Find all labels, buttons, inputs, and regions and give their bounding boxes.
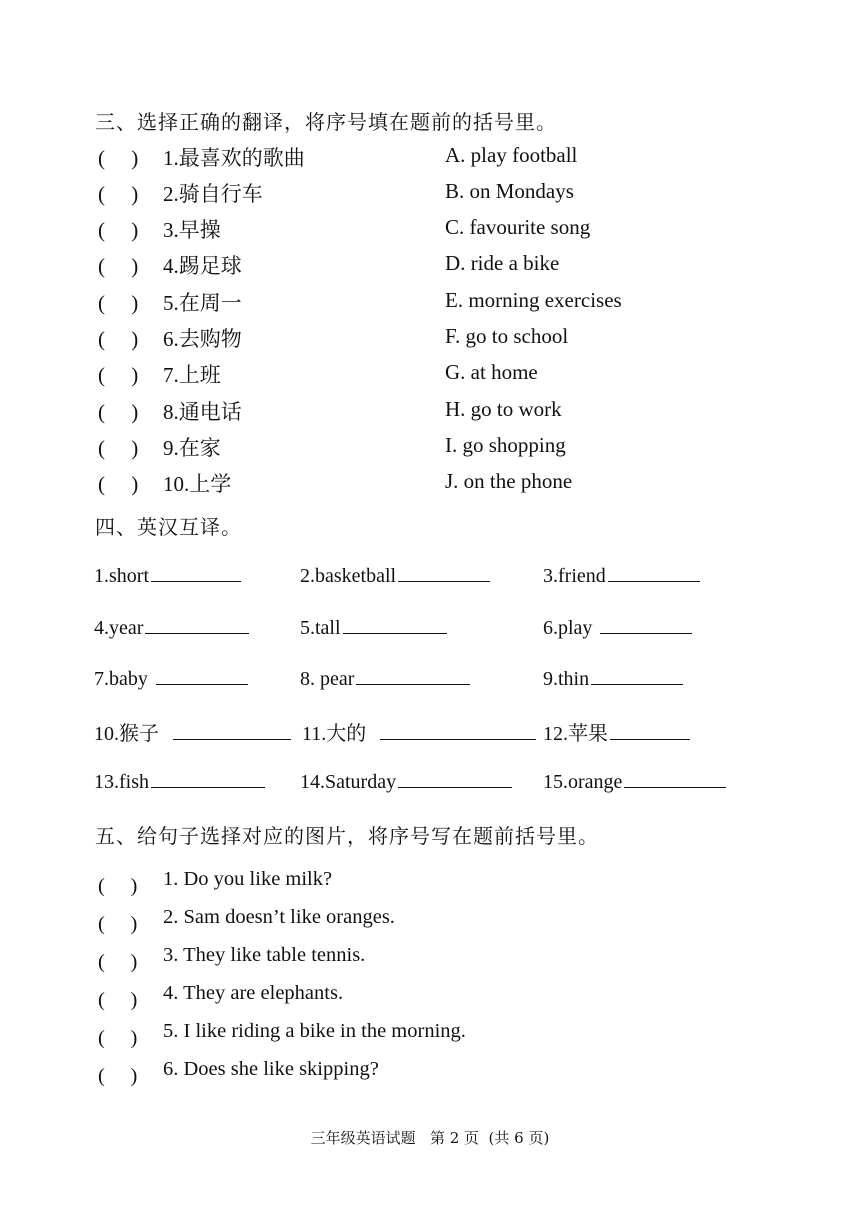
vocab-word: 13.fish xyxy=(94,771,149,793)
answer-paren[interactable]: ( ) xyxy=(98,218,139,242)
answer-blank[interactable] xyxy=(380,721,536,740)
answer-paren[interactable]: ( ) xyxy=(98,436,139,460)
answer-blank[interactable] xyxy=(151,563,241,582)
s3-option: I. go shopping xyxy=(445,433,566,457)
vocab-word: 8. pear xyxy=(300,668,355,690)
s3-option: F. go to school xyxy=(445,324,569,348)
vocab-item xyxy=(300,563,490,588)
vocab-word: 6.play xyxy=(543,617,593,639)
s5-sentence: 3. They like table tennis. xyxy=(163,944,366,966)
s3-item: 3.早操 xyxy=(163,218,221,242)
answer-blank[interactable] xyxy=(151,769,265,788)
vocab-item xyxy=(94,615,249,640)
answer-paren[interactable]: ( ) xyxy=(98,1065,138,1087)
answer-paren[interactable]: ( ) xyxy=(98,472,139,496)
vocab-word: 11.大的 xyxy=(302,723,367,745)
vocab-item xyxy=(543,563,700,588)
answer-paren[interactable]: ( ) xyxy=(98,989,138,1011)
answer-paren[interactable]: ( ) xyxy=(98,1027,138,1049)
answer-blank[interactable] xyxy=(610,721,690,740)
vocab-word: 15.orange xyxy=(543,771,623,793)
answer-blank[interactable] xyxy=(173,721,291,740)
section5-title: 五、给句子选择对应的图片，将序号写在题前括号里。 xyxy=(95,824,599,848)
answer-blank[interactable] xyxy=(398,769,512,788)
vocab-word: 14.Saturday xyxy=(300,771,397,793)
answer-paren[interactable]: ( ) xyxy=(98,291,139,315)
answer-paren[interactable]: ( ) xyxy=(98,400,139,424)
vocab-item xyxy=(543,666,683,691)
vocab-item xyxy=(94,666,248,691)
answer-paren[interactable]: ( ) xyxy=(98,146,139,170)
answer-paren[interactable]: ( ) xyxy=(98,875,138,897)
vocab-item xyxy=(300,666,470,691)
answer-paren[interactable]: ( ) xyxy=(98,363,139,387)
vocab-item xyxy=(543,769,726,794)
vocab-word: 3.friend xyxy=(543,565,606,587)
vocab-item xyxy=(543,615,692,640)
answer-paren[interactable]: ( ) xyxy=(98,327,139,351)
page-footer: 三年级英语试题 第 2 页 (共 6 页) xyxy=(310,1129,550,1147)
s3-option: H. go to work xyxy=(445,397,562,421)
s5-sentence: 6. Does she like skipping? xyxy=(163,1058,379,1080)
s3-option: C. favourite song xyxy=(445,215,591,239)
s3-item: 8.通电话 xyxy=(163,400,242,424)
answer-blank[interactable] xyxy=(591,666,683,685)
s3-option: B. on Mondays xyxy=(445,179,574,203)
answer-blank[interactable] xyxy=(156,666,248,685)
s3-option: A. play football xyxy=(445,143,578,167)
vocab-word: 1.short xyxy=(94,565,149,587)
s3-item: 9.在家 xyxy=(163,436,221,460)
vocab-item xyxy=(302,717,536,746)
vocab-item xyxy=(543,717,690,746)
answer-blank[interactable] xyxy=(600,615,692,634)
s3-option: D. ride a bike xyxy=(445,251,560,275)
s3-item: 2.骑自行车 xyxy=(163,182,263,206)
s5-sentence: 2. Sam doesn’t like oranges. xyxy=(163,906,395,928)
vocab-item xyxy=(300,769,512,794)
answer-blank[interactable] xyxy=(145,615,249,634)
vocab-word: 4.year xyxy=(94,617,144,639)
s3-item: 1.最喜欢的歌曲 xyxy=(163,146,305,170)
vocab-item xyxy=(94,717,291,746)
vocab-word: 2.basketball xyxy=(300,565,397,587)
answer-blank[interactable] xyxy=(398,563,490,582)
vocab-word: 10.猴子 xyxy=(94,723,159,745)
vocab-item xyxy=(94,563,241,588)
s5-sentence: 4. They are elephants. xyxy=(163,982,344,1004)
s3-item: 4.踢足球 xyxy=(163,254,242,278)
s5-sentence: 1. Do you like milk? xyxy=(163,868,333,890)
answer-blank[interactable] xyxy=(343,615,447,634)
s3-item: 6.去购物 xyxy=(163,327,242,351)
s5-sentence: 5. I like riding a bike in the morning. xyxy=(163,1020,466,1042)
section3-title: 三、选择正确的翻译，将序号填在题前的括号里。 xyxy=(95,110,557,134)
vocab-word: 5.tall xyxy=(300,617,341,639)
answer-paren[interactable]: ( ) xyxy=(98,951,138,973)
vocab-word: 12.苹果 xyxy=(543,723,608,745)
s3-option: J. on the phone xyxy=(445,469,573,493)
answer-paren[interactable]: ( ) xyxy=(98,913,138,935)
section4-title: 四、英汉互译。 xyxy=(95,515,242,539)
s3-option: G. at home xyxy=(445,360,538,384)
vocab-word: 9.thin xyxy=(543,668,590,690)
s3-item: 5.在周一 xyxy=(163,291,242,315)
answer-blank[interactable] xyxy=(356,666,470,685)
answer-paren[interactable]: ( ) xyxy=(98,254,139,278)
answer-blank[interactable] xyxy=(608,563,700,582)
answer-paren[interactable]: ( ) xyxy=(98,182,139,206)
vocab-word: 7.baby xyxy=(94,668,148,690)
answer-blank[interactable] xyxy=(624,769,726,788)
s3-option: E. morning exercises xyxy=(445,288,622,312)
vocab-item xyxy=(94,769,265,794)
vocab-item xyxy=(300,615,447,640)
s3-item: 10.上学 xyxy=(163,472,232,496)
s3-item: 7.上班 xyxy=(163,363,221,387)
